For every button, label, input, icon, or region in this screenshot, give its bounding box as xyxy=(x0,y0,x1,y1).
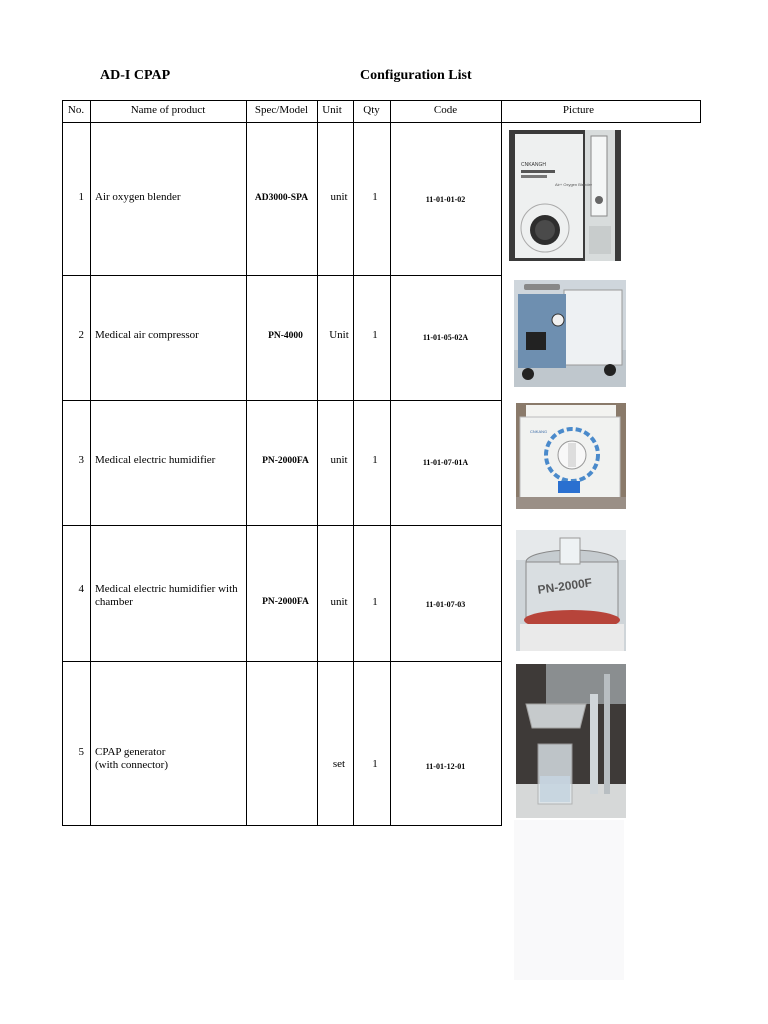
header-no: No. xyxy=(67,104,85,116)
humidifier-photo xyxy=(516,403,626,509)
product-name: Medical air compressor xyxy=(95,329,199,341)
product-name-line2: (with connector) xyxy=(95,759,168,771)
unit: unit xyxy=(330,454,348,466)
air-oxygen-blender-photo xyxy=(509,130,621,261)
quantity: 1 xyxy=(372,758,378,770)
quantity: 1 xyxy=(372,454,378,466)
header-unit: Unit xyxy=(322,104,342,116)
spec-model: PN-4000 xyxy=(268,331,303,341)
row-number: 3 xyxy=(78,454,84,466)
product-code: 11-01-07-03 xyxy=(425,600,466,609)
faded-photo-remnant xyxy=(514,820,624,980)
header-picture: Picture xyxy=(562,104,595,116)
product-code: 11-01-05-02A xyxy=(422,333,469,342)
document-title: AD-I CPAP xyxy=(100,68,171,83)
header-code: Code xyxy=(433,104,458,116)
row-number: 2 xyxy=(78,329,84,341)
humidifier-chamber-photo xyxy=(516,530,626,651)
unit: Unit xyxy=(329,329,349,341)
spec-model: AD3000-SPA xyxy=(254,193,309,203)
product-name: Medical electric humidifier xyxy=(95,454,216,466)
unit: unit xyxy=(330,191,348,203)
product-name: Air oxygen blender xyxy=(95,191,181,203)
unit: unit xyxy=(330,596,348,608)
humidifier-brand-text: CNKANG xyxy=(530,429,548,434)
spec-model: PN-2000FA xyxy=(262,456,309,466)
row-number: 1 xyxy=(78,191,84,203)
product-code: 11-01-12-01 xyxy=(425,762,466,771)
cpap-generator-photo xyxy=(516,664,626,818)
product-name: Medical electric humidifier with chamber xyxy=(95,583,238,608)
quantity: 1 xyxy=(372,329,378,341)
header-qty: Qty xyxy=(363,104,380,116)
blender-label-text: Air+ Oxygen Blender xyxy=(555,182,593,187)
blender-brand-text: CNKANGH xyxy=(521,162,547,168)
quantity: 1 xyxy=(372,191,378,203)
header-name: Name of product xyxy=(130,104,206,116)
spec-model: PN-2000FA xyxy=(262,597,309,607)
row-number: 4 xyxy=(78,583,84,595)
unit: set xyxy=(332,758,346,770)
humidifier-chamber-label-text: PN-2000F xyxy=(536,575,593,597)
product-code: 11-01-01-02 xyxy=(425,195,466,204)
header-spec: Spec/Model xyxy=(254,104,309,116)
product-name: CPAP generator xyxy=(95,746,166,758)
document-subtitle: Configuration List xyxy=(360,68,472,83)
air-compressor-photo xyxy=(514,280,626,387)
row-number: 5 xyxy=(78,746,84,758)
quantity: 1 xyxy=(372,596,378,608)
product-code: 11-01-07-01A xyxy=(422,458,469,467)
